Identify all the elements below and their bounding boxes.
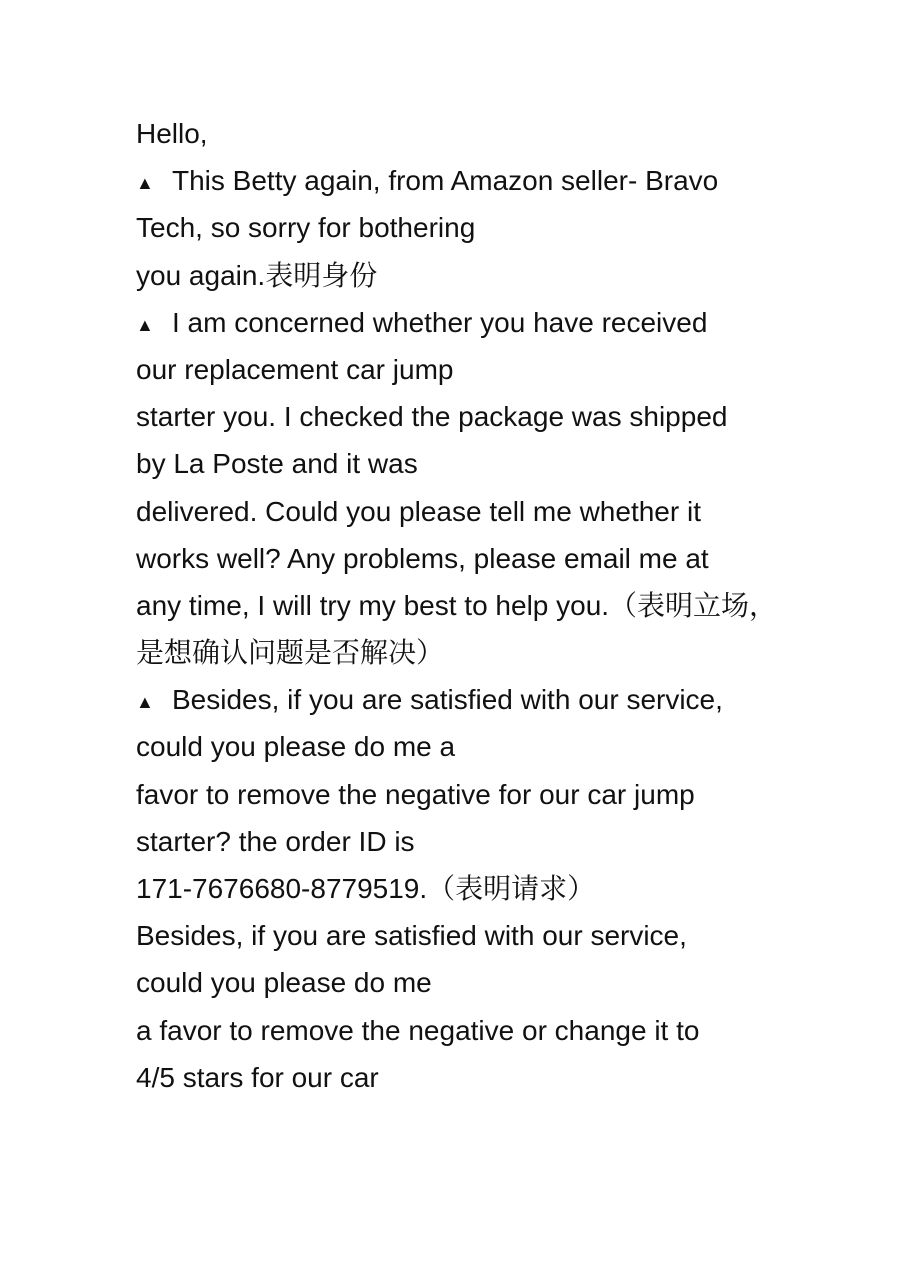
line-text: This Betty again, from Amazon seller- Bravo [172, 165, 719, 197]
line-text: starter? the order ID is [136, 825, 415, 857]
text-line [136, 771, 796, 818]
line-text: Tech, so sorry for bothering [136, 212, 476, 244]
text-line [136, 582, 796, 629]
text-line [136, 676, 796, 723]
text-line [136, 299, 796, 346]
text-line [136, 440, 796, 487]
text-line [136, 204, 796, 251]
line-text: our replacement car jump [136, 353, 454, 385]
line-text: 4/5 stars for our car [136, 1061, 379, 1093]
line-text: I am concerned whether you have received [172, 306, 708, 338]
text-line [136, 1007, 796, 1054]
line-text: Hello, [136, 118, 208, 149]
document-body [136, 110, 796, 1101]
text-line [136, 629, 796, 676]
line-text: Besides, if you are satisfied with our service, [172, 684, 723, 716]
line-text: favor to remove the negative for our car jump [136, 778, 695, 810]
line-text: a favor to remove the negative or change it to [136, 1014, 700, 1046]
text-line [136, 346, 796, 393]
line-text: could you please do me [136, 967, 432, 999]
text-line [136, 393, 796, 440]
line-text: Besides, if you are satisfied with our service, [136, 920, 687, 952]
triangle-bullet-icon: ▲ [136, 314, 154, 335]
line-text: any time, I will try my best to help you.（表明立场， [136, 589, 778, 621]
text-line [136, 488, 796, 535]
line-text: works well? Any problems, please email me at [136, 542, 709, 574]
text-line [136, 252, 796, 299]
line-text: could you please do me a [136, 731, 456, 763]
text-line [136, 110, 796, 157]
text-line [136, 1054, 796, 1101]
line-text: starter you. I checked the package was shipped [136, 401, 728, 433]
text-line [136, 912, 796, 959]
text-line [136, 535, 796, 582]
text-line [136, 865, 796, 912]
line-text: by La Poste and it was [136, 448, 418, 480]
triangle-bullet-icon: ▲ [136, 173, 154, 194]
triangle-bullet-icon: ▲ [136, 692, 154, 713]
text-line [136, 723, 796, 770]
line-text: 是想确认问题是否解决） [136, 637, 445, 669]
line-text: you again.表明身份 [136, 259, 378, 291]
line-text: 171-7676680-8779519.（表明请求） [136, 873, 596, 904]
text-line [136, 818, 796, 865]
text-line [136, 157, 796, 204]
line-text: delivered. Could you please tell me whether it [136, 495, 701, 527]
text-line [136, 959, 796, 1006]
